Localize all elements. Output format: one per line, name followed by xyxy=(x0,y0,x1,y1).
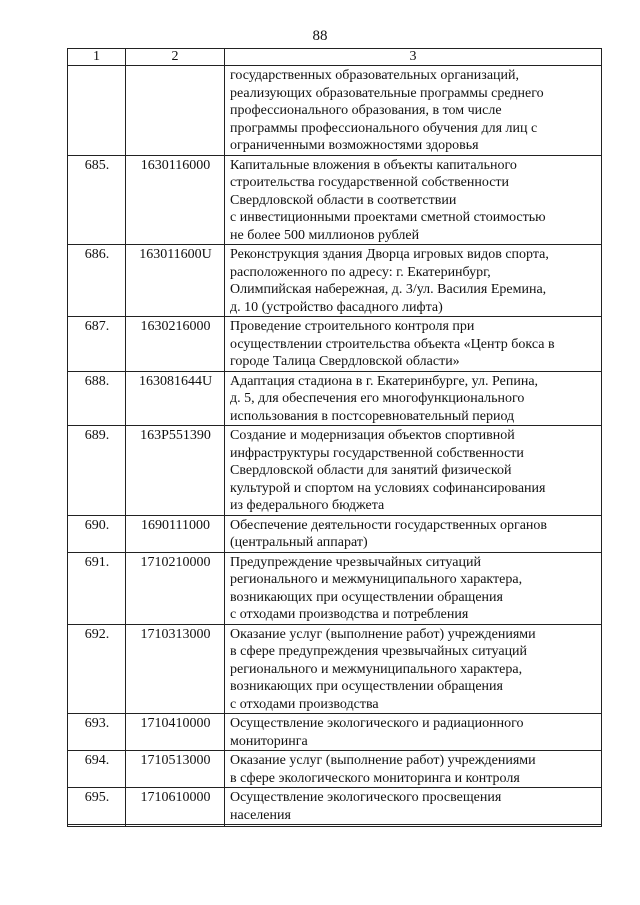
row-code: 163P551390 xyxy=(126,426,225,516)
row-description: Обеспечение деятельности государственных органов (центральный аппарат) xyxy=(225,515,602,552)
row-description: Осуществление экологического и радиационного мониторинга xyxy=(225,714,602,751)
row-number: 689. xyxy=(68,426,126,516)
row-code: 1690111000 xyxy=(126,515,225,552)
row-code: 1630216000 xyxy=(126,317,225,372)
row-number: 690. xyxy=(68,515,126,552)
row-number: 688. xyxy=(68,371,126,426)
column-header-1: 1 xyxy=(68,49,126,66)
table-row xyxy=(68,825,602,827)
table-row xyxy=(68,714,602,751)
row-description: Реконструкция здания Дворца игровых видов спорта, расположенного по адресу: г. Екатеринбург, Олимпийская набережная, д. 3/ул. Василия Еремина, д. 10 (устройство фасадного лифта) xyxy=(225,245,602,317)
table-row xyxy=(68,245,602,317)
row-description: Оказание услуг (выполнение работ) учреждениями в сфере предупреждения чрезвычайных ситуаций регионального и межмуниципального характера, возникающих при осуществлении обращения с отходами производства xyxy=(225,624,602,714)
row-number: 693. xyxy=(68,714,126,751)
table-row xyxy=(68,788,602,825)
table-row xyxy=(68,751,602,788)
row-description xyxy=(225,825,602,827)
row-number: 691. xyxy=(68,552,126,624)
row-description: Адаптация стадиона в г. Екатеринбурге, ул. Репина, д. 5, для обеспечения его многофункционального использования в постсоревновательный период xyxy=(225,371,602,426)
row-code xyxy=(126,825,225,827)
row-code: 1710210000 xyxy=(126,552,225,624)
table-row xyxy=(68,515,602,552)
row-description: Осуществление экологического просвещения населения xyxy=(225,788,602,825)
column-header-2: 2 xyxy=(126,49,225,66)
row-description: Предупреждение чрезвычайных ситуаций регионального и межмуниципального характера, возникающих при осуществлении обращения с отходами производства и потребления xyxy=(225,552,602,624)
row-code: 1710610000 xyxy=(126,788,225,825)
table-row xyxy=(68,317,602,372)
row-code: 163011600U xyxy=(126,245,225,317)
column-header-3: 3 xyxy=(225,49,602,66)
row-number: 695. xyxy=(68,788,126,825)
row-description: государственных образовательных организаций, реализующих образовательные программы среднего профессионального образования, в том числе программы профессионального обучения для лиц с ограниченными возможностями здоровья xyxy=(225,66,602,156)
row-code: 163081644U xyxy=(126,371,225,426)
row-description: Проведение строительного контроля при осуществлении строительства объекта «Центр бокса в городе Талица Свердловской области» xyxy=(225,317,602,372)
row-code: 1710410000 xyxy=(126,714,225,751)
row-number: 686. xyxy=(68,245,126,317)
table-row xyxy=(68,624,602,714)
table-row xyxy=(68,66,602,156)
row-number: 687. xyxy=(68,317,126,372)
table-row xyxy=(68,371,602,426)
row-description: Создание и модернизация объектов спортивной инфраструктуры государственной собственности Свердловской области для занятий физической культурой и спортом на условиях софинансирования из федерального бюджета xyxy=(225,426,602,516)
row-code: 1630116000 xyxy=(126,155,225,245)
page-number: 88 xyxy=(312,28,328,44)
row-number: 692. xyxy=(68,624,126,714)
table-header-row xyxy=(68,49,602,66)
row-description: Капитальные вложения в объекты капитального строительства государственной собственности Свердловской области в соответствии с инвестиционными проектами сметной стоимостью не более 500 миллионов рублей xyxy=(225,155,602,245)
table-row xyxy=(68,155,602,245)
table-row xyxy=(68,426,602,516)
row-code xyxy=(126,66,225,156)
row-number: 694. xyxy=(68,751,126,788)
table-row xyxy=(68,552,602,624)
row-number: 685. xyxy=(68,155,126,245)
row-description: Оказание услуг (выполнение работ) учреждениями в сфере экологического мониторинга и контроля xyxy=(225,751,602,788)
row-number xyxy=(68,825,126,827)
row-code: 1710513000 xyxy=(126,751,225,788)
row-number xyxy=(68,66,126,156)
row-code: 1710313000 xyxy=(126,624,225,714)
budget-table xyxy=(67,48,602,827)
